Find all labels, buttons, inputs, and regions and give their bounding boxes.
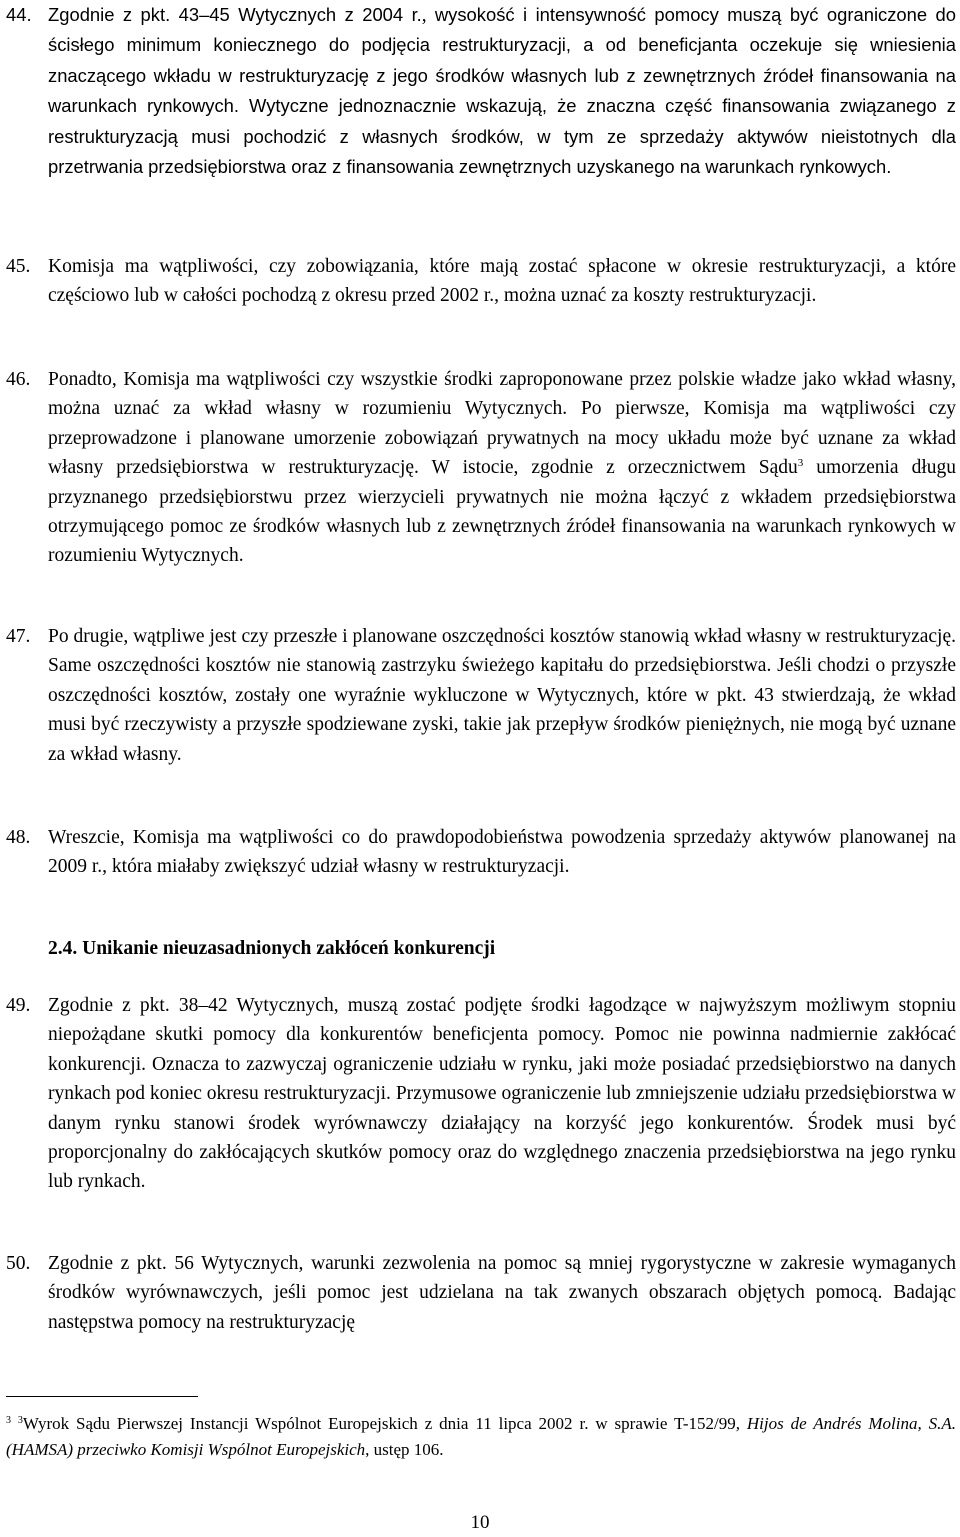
paragraph-number: 44. — [6, 4, 32, 25]
footnote-separator — [6, 1396, 198, 1397]
paragraph-text: Zgodnie z pkt. 56 Wytycznych, warunki zezwolenia na pomoc są mniej rygorystyczne w zakresie wymaganych środków wyrównawczych, jeśli pomoc jest udzielana na tak zwanych obszarach objętych pomocą. Badając następstwa pomocy na restrukturyzację — [48, 1253, 956, 1333]
paragraph-48 — [6, 823, 956, 882]
footnote-reference[interactable]: 3 — [797, 457, 804, 470]
paragraph-text: Zgodnie z pkt. 43–45 Wytycznych z 2004 r., wysokość i intensywność pomocy muszą być ograniczone do ścisłego minimum koniecznego do podjęcia restrukturyzacji, a od beneficjanta oczekuje się wniesienia znaczącego wkładu w restrukturyzację z jego środków własnych lub z zewnętrznych źródeł finansowania na warunkach rynkowych. Wytyczne jednoznacznie wskazują, że znaczna część finansowania związanego z restrukturyzacją musi pochodzić z własnych środków, w tym ze sprzedaży aktywów nieistotnych dla przetrwania przedsiębiorstwa oraz z finansowania zewnętrznych uzyskanego na warunkach rynkowych. — [48, 4, 957, 178]
paragraph-46 — [6, 365, 956, 571]
paragraph-number: 47. — [6, 626, 31, 647]
paragraph-number: 48. — [6, 827, 31, 848]
paragraph-number: 46. — [6, 369, 31, 390]
paragraph-45 — [6, 252, 956, 311]
footnote-marker: 3 — [6, 1415, 11, 1426]
paragraph-text: Ponadto, Komisja ma wątpliwości czy wszystkie środki zaproponowane przez polskie władze jako wkład własny, można uznać za wkład własny w rozumieniu Wytycznych. Po pierwsze, Komisja ma wątpliwości czy przeprowadzone i planowane umorzenie zobowiązań prywatnych na mocy układu może być uznane za wkład własny przedsiębiorstwa w restrukturyzację. W istocie, zgodnie z orzecznictwem Sądu$^3$ umorzenia długu przyznanego przedsiębiorstwu przez wierzycieli prywatnych nie można łączyć z wkładem przedsiębiorstwa otrzymującego pomoc ze środków własnych lub z zewnętrznych źródeł finansowania na warunkach rynkowych w rozumieniu Wytycznych. — [48, 369, 956, 567]
section-heading: 2.4. Unikanie nieuzasadnionych zakłóceń konkurencji — [48, 938, 496, 959]
paragraph-50 — [6, 1249, 956, 1337]
paragraph-49 — [6, 991, 956, 1197]
footnote: $^3$ $^3$Wyrok Sądu Pierwszej Instancji Wspólnot Europejskich z dnia 11 lipca 2002 r. w sprawie T-152/99, Hijos de Andrés Molina, S.A. (HAMSA) przeciwko Komisji Wspólnot Europejskich, ustęp 106. — [6, 1414, 956, 1459]
paragraph-number: 49. — [6, 995, 31, 1016]
case-name: , Hijos de Andrés Molina, S.A. (HAMSA) przeciwko Komisji Wspólnot Europejskich — [6, 1414, 956, 1459]
paragraph-44 — [6, 0, 956, 182]
paragraph-47 — [6, 622, 956, 769]
paragraph-number: 45. — [6, 256, 31, 277]
page-number: 10 — [470, 1512, 490, 1533]
paragraph-text: Komisja ma wątpliwości, czy zobowiązania, które mają zostać spłacone w okresie restrukturyzacji, a które częściowo lub w całości pochodzą z okresu przed 2002 r., można uznać za koszty restrukturyzacji. — [48, 256, 956, 307]
paragraph-text: Po drugie, wątpliwe jest czy przeszłe i planowane oszczędności kosztów stanowią wkład własny w restrukturyzację. Same oszczędności kosztów nie stanowią zastrzyku świeżego kapitału do przedsiębiorstwa. Jeśli chodzi o przyszłe oszczędności kosztów, zostały one wyraźnie wykluczone w Wytycznych, które w pkt. 43 stwierdzają, że wkład musi być rzeczywisty a przyszłe spodziewane zyski, takie jak przepływ środków pieniężnych, nie mogą być uznane za wkład własny. — [48, 626, 956, 765]
paragraph-number: 50. — [6, 1253, 31, 1274]
paragraph-text: Zgodnie z pkt. 38–42 Wytycznych, muszą zostać podjęte środki łagodzące w najwyższym możliwym stopniu niepożądane skutki pomocy dla konkurentów beneficjenta pomocy. Pomoc nie powinna nadmiernie zakłócać konkurencji. Oznacza to zazwyczaj ograniczenie udziału w rynku, jaki może posiadać przedsiębiorstwo na danych rynkach pod koniec okresu restrukturyzacji. Przymusowe ograniczenie lub zmniejszenie udziału przedsiębiorstwa w danym rynku stanowi środek wyrównawczy działający na korzyść jego konkurentów. Środek musi być proporcjonalny do zakłócających skutków pomocy oraz do względnego znaczenia przedsiębiorstwa na jego rynku lub rynkach. — [48, 995, 956, 1193]
footnote-marker-secondary: 3 — [17, 1415, 23, 1426]
paragraph-text: Wreszcie, Komisja ma wątpliwości co do prawdopodobieństwa powodzenia sprzedaży aktywów planowanej na 2009 r., która miałaby zwiększyć udział własny w restrukturyzacji. — [48, 827, 956, 878]
